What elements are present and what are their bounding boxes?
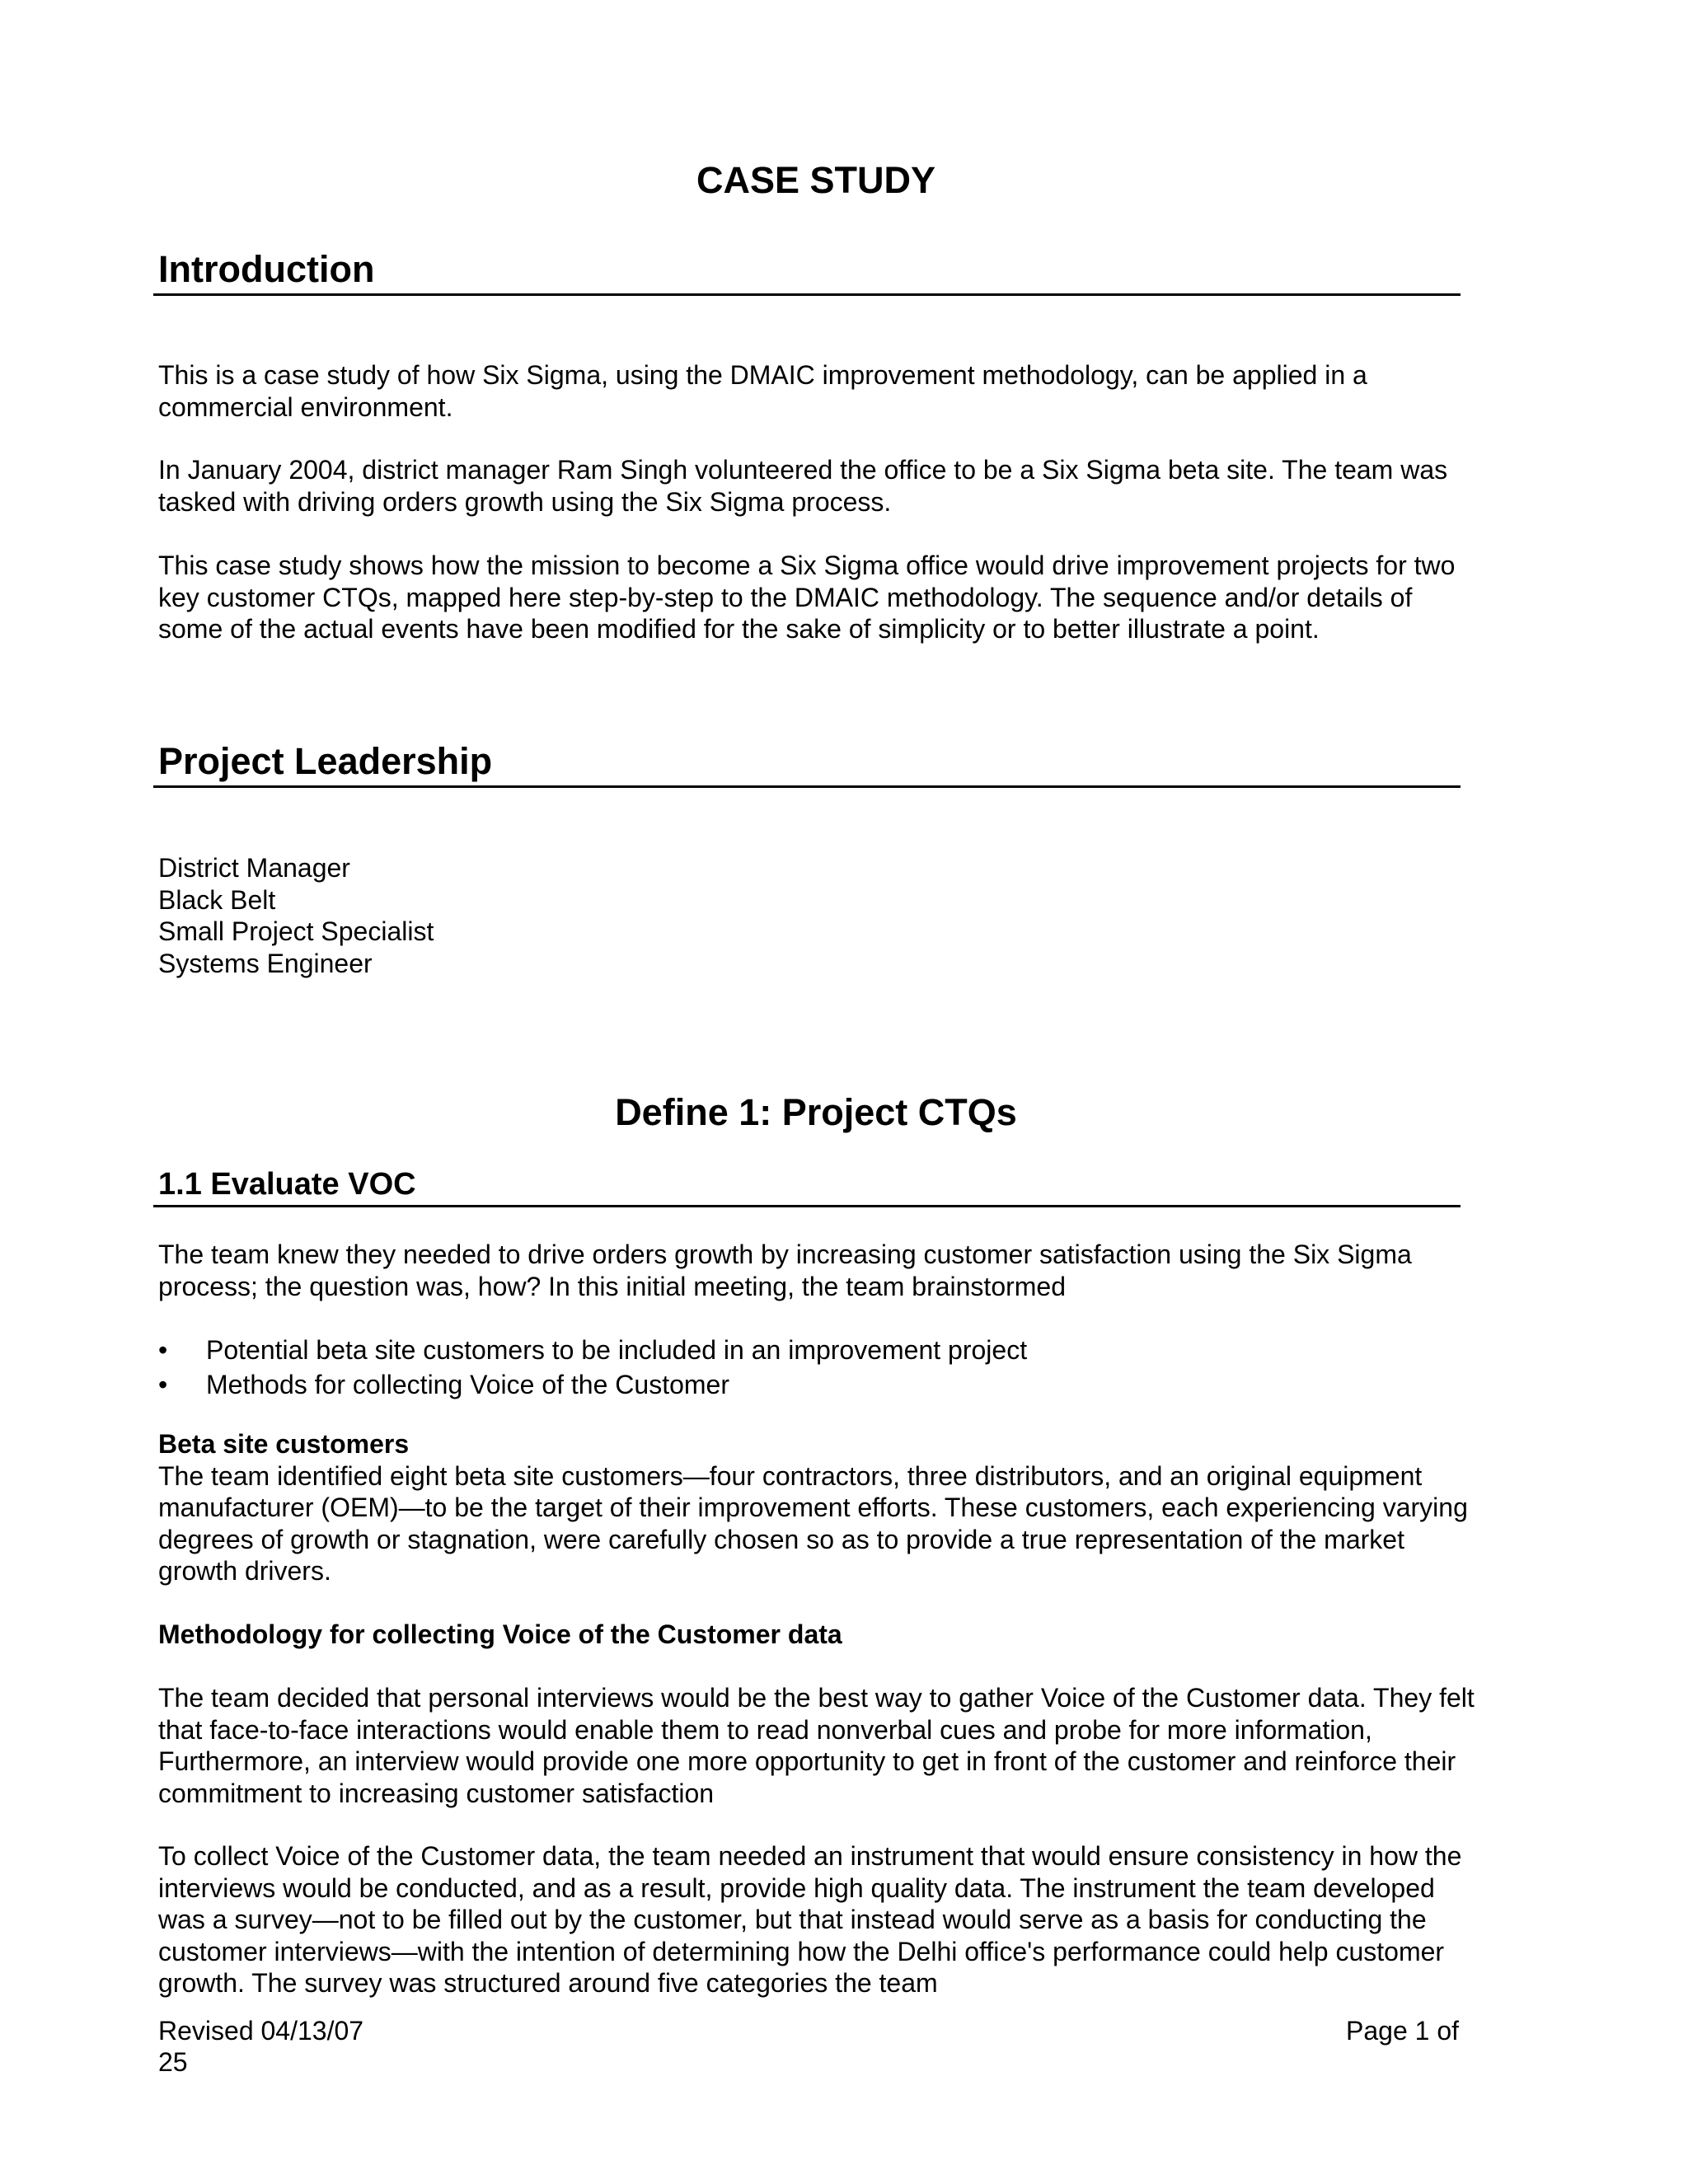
footer-page-total: 25 — [158, 2047, 188, 2077]
define-heading: Define 1: Project CTQs — [615, 1091, 1017, 1133]
leadership-role: Black Belt — [158, 884, 276, 915]
introduction-heading: Introduction — [158, 248, 375, 290]
section-divider — [153, 785, 1461, 788]
leadership-role: Systems Engineer — [158, 948, 373, 978]
methodology-heading: Methodology for collecting Voice of the Customer data — [158, 1619, 842, 1649]
evaluate-voc-subheading: 1.1 Evaluate VOC — [158, 1167, 416, 1202]
leadership-role: District Manager — [158, 853, 350, 883]
project-leadership-heading: Project Leadership — [158, 740, 493, 782]
document-title: CASE STUDY — [696, 159, 936, 201]
bullet-icon: • — [158, 1335, 168, 1365]
brainstorm-bullet-list — [158, 1333, 1477, 1402]
methodology-paragraph-1: The team decided that personal interviews would be the best way to gather Voice of the Customer data. They felt that face-to-face interactions would enable them to read nonverbal cues and probe for more information, Furthermore, an interview would provide one more opportunity to get in front of the customer and reinforce their commitment to increasing customer satisfaction — [158, 1683, 1475, 1808]
beta-site-paragraph: The team identified eight beta site customers—four contractors, three distributors, and an original equipment manufacturer (OEM)—to be the target of their improvement efforts. These customers, each experiencing varying degrees of growth or stagnation, were carefully chosen so as to provide a true representation of the market growth drivers. — [158, 1460, 1468, 1586]
list-item: • Methods for collecting Voice of the Customer — [158, 1367, 1477, 1402]
beta-site-section — [158, 1428, 1477, 1587]
introduction-paragraph-3: This case study shows how the mission to become a Six Sigma office would drive improvement projects for two key customer CTQs, mapped here step-by-step to the DMAIC methodology. The sequence and/or details of some of the actual events have been modified for the sake of simplicity or to better illustrate a point. — [158, 551, 1456, 644]
beta-site-heading: Beta site customers — [158, 1429, 410, 1459]
leadership-roles-list — [158, 852, 1477, 979]
define-intro-paragraph: The team knew they needed to drive orders growth by increasing customer satisfaction using the Six Sigma process; the question was, how? In this initial meeting, the team brainstormed — [158, 1240, 1412, 1301]
methodology-paragraph-2: To collect Voice of the Customer data, the team needed an instrument that would ensure consistency in how the interviews would be conducted, and as a result, provide high quality data. The instrument the team developed was a survey—not to be filled out by the customer, but that instead would serve as a basis for conducting the customer interviews—with the intention of determining how the Delhi office's performance could help customer growth. The survey was structured around five categories the team — [158, 1841, 1462, 1998]
section-divider — [153, 1205, 1461, 1207]
list-item: • Potential beta site customers to be included in an improvement project — [158, 1333, 1477, 1367]
introduction-paragraph-2: In January 2004, district manager Ram Singh volunteered the office to be a Six Sigma beta site. The team was tasked with driving orders growth using the Six Sigma process. — [158, 455, 1448, 517]
section-divider — [153, 293, 1461, 296]
leadership-role: Small Project Specialist — [158, 916, 434, 946]
introduction-paragraph-1: This is a case study of how Six Sigma, using the DMAIC improvement methodology, can be applied in a commercial environment. — [158, 360, 1367, 422]
footer-revised-date: Revised 04/13/07 — [158, 2016, 364, 2046]
footer-page-label: Page 1 of — [1346, 2016, 1459, 2046]
bullet-icon: • — [158, 1370, 168, 1399]
